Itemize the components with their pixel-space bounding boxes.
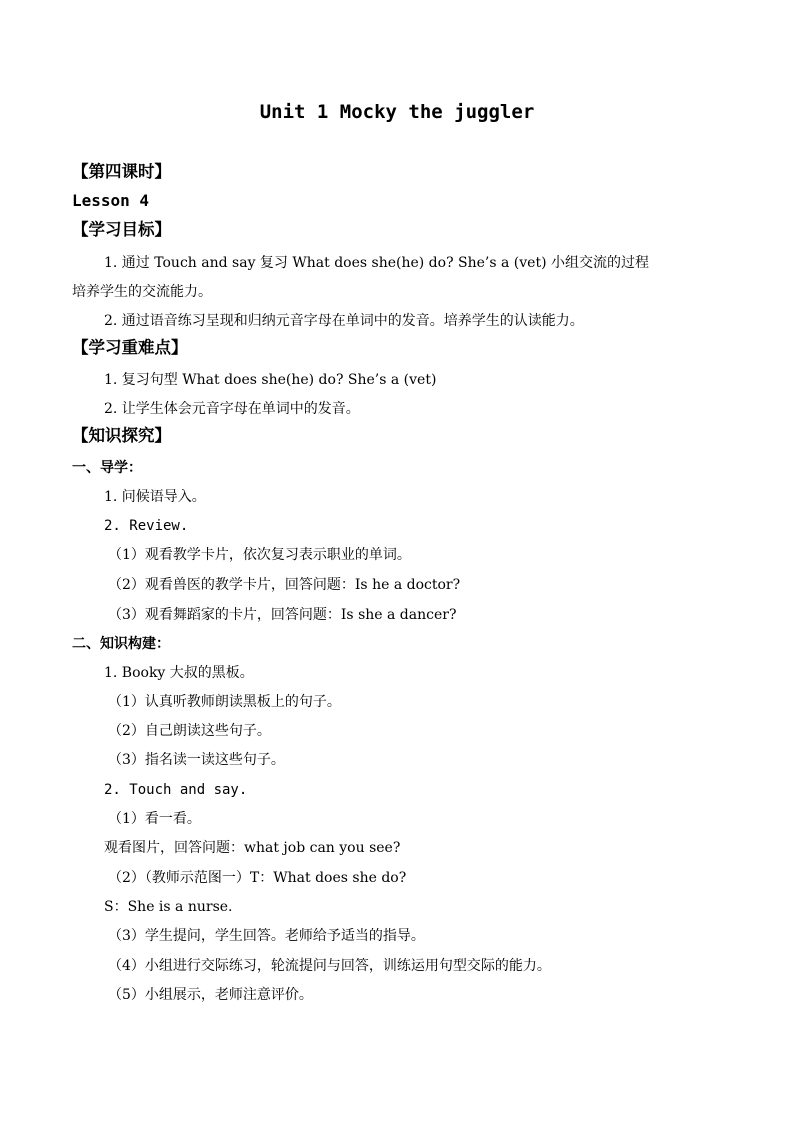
construct-section-heading: 二、知识构建： [72, 636, 170, 652]
construct-line: （3）指名读一读这些句子。 [108, 752, 285, 768]
goals-heading: 【学习目标】 [72, 220, 171, 239]
guide-line: （1）观看教学卡片，依次复习表示职业的单词。 [108, 547, 411, 563]
document-title: Unit 1 Mocky the juggler [259, 101, 535, 123]
key-points-heading: 【学习重难点】 [72, 338, 188, 357]
goal-item-2: 2. 通过语音练习呈现和归纳元音字母在单词中的发音。培养学生的认读能力。 [104, 313, 584, 329]
construct-line: 2. Touch and say. [104, 782, 248, 798]
construct-line: （2）（教师示范图一）T：What does she do? [108, 870, 407, 886]
guide-line: （3）观看舞蹈家的卡片，回答问题：Is she a dancer? [108, 607, 457, 623]
construct-line: （1）看一看。 [108, 811, 201, 827]
guide-section-heading: 一、导学： [72, 460, 142, 476]
lesson-period-heading: 【第四课时】 [72, 162, 171, 181]
goal-item-1: 1. 通过 Touch and say 复习 What does she(he) do? She’s a (vet) 小组交流的过程 [104, 255, 649, 271]
key-point-item-1: 1. 复习句型 What does she(he) do? She’s a (vet) [104, 372, 437, 388]
construct-line: （1）认真听教师朗读黑板上的句子。 [108, 694, 341, 710]
construct-line: 观看图片，回答问题：what job can you see? [104, 840, 401, 856]
construct-line: （4）小组进行交际练习，轮流提问与回答，训练运用句型交际的能力。 [108, 958, 551, 974]
construct-line: （2）自己朗读这些句子。 [108, 723, 271, 739]
construct-line: S：She is a nurse. [104, 899, 233, 915]
explore-heading: 【知识探究】 [72, 426, 171, 445]
construct-line: （5）小组展示，老师注意评价。 [108, 987, 313, 1003]
goal-item-1-continuation: 培养学生的交流能力。 [72, 284, 212, 300]
guide-line: 2. Review. [104, 518, 189, 534]
key-point-item-2: 2. 让学生体会元音字母在单词中的发音。 [104, 401, 360, 417]
lesson-label: Lesson 4 [72, 191, 150, 210]
guide-line: 1. 问候语导入。 [104, 489, 206, 505]
construct-line: 1. Booky 大叔的黑板。 [104, 665, 254, 681]
guide-line: （2）观看兽医的教学卡片，回答问题：Is he a doctor? [108, 577, 461, 593]
construct-line: （3）学生提问，学生回答。老师给予适当的指导。 [108, 928, 425, 944]
